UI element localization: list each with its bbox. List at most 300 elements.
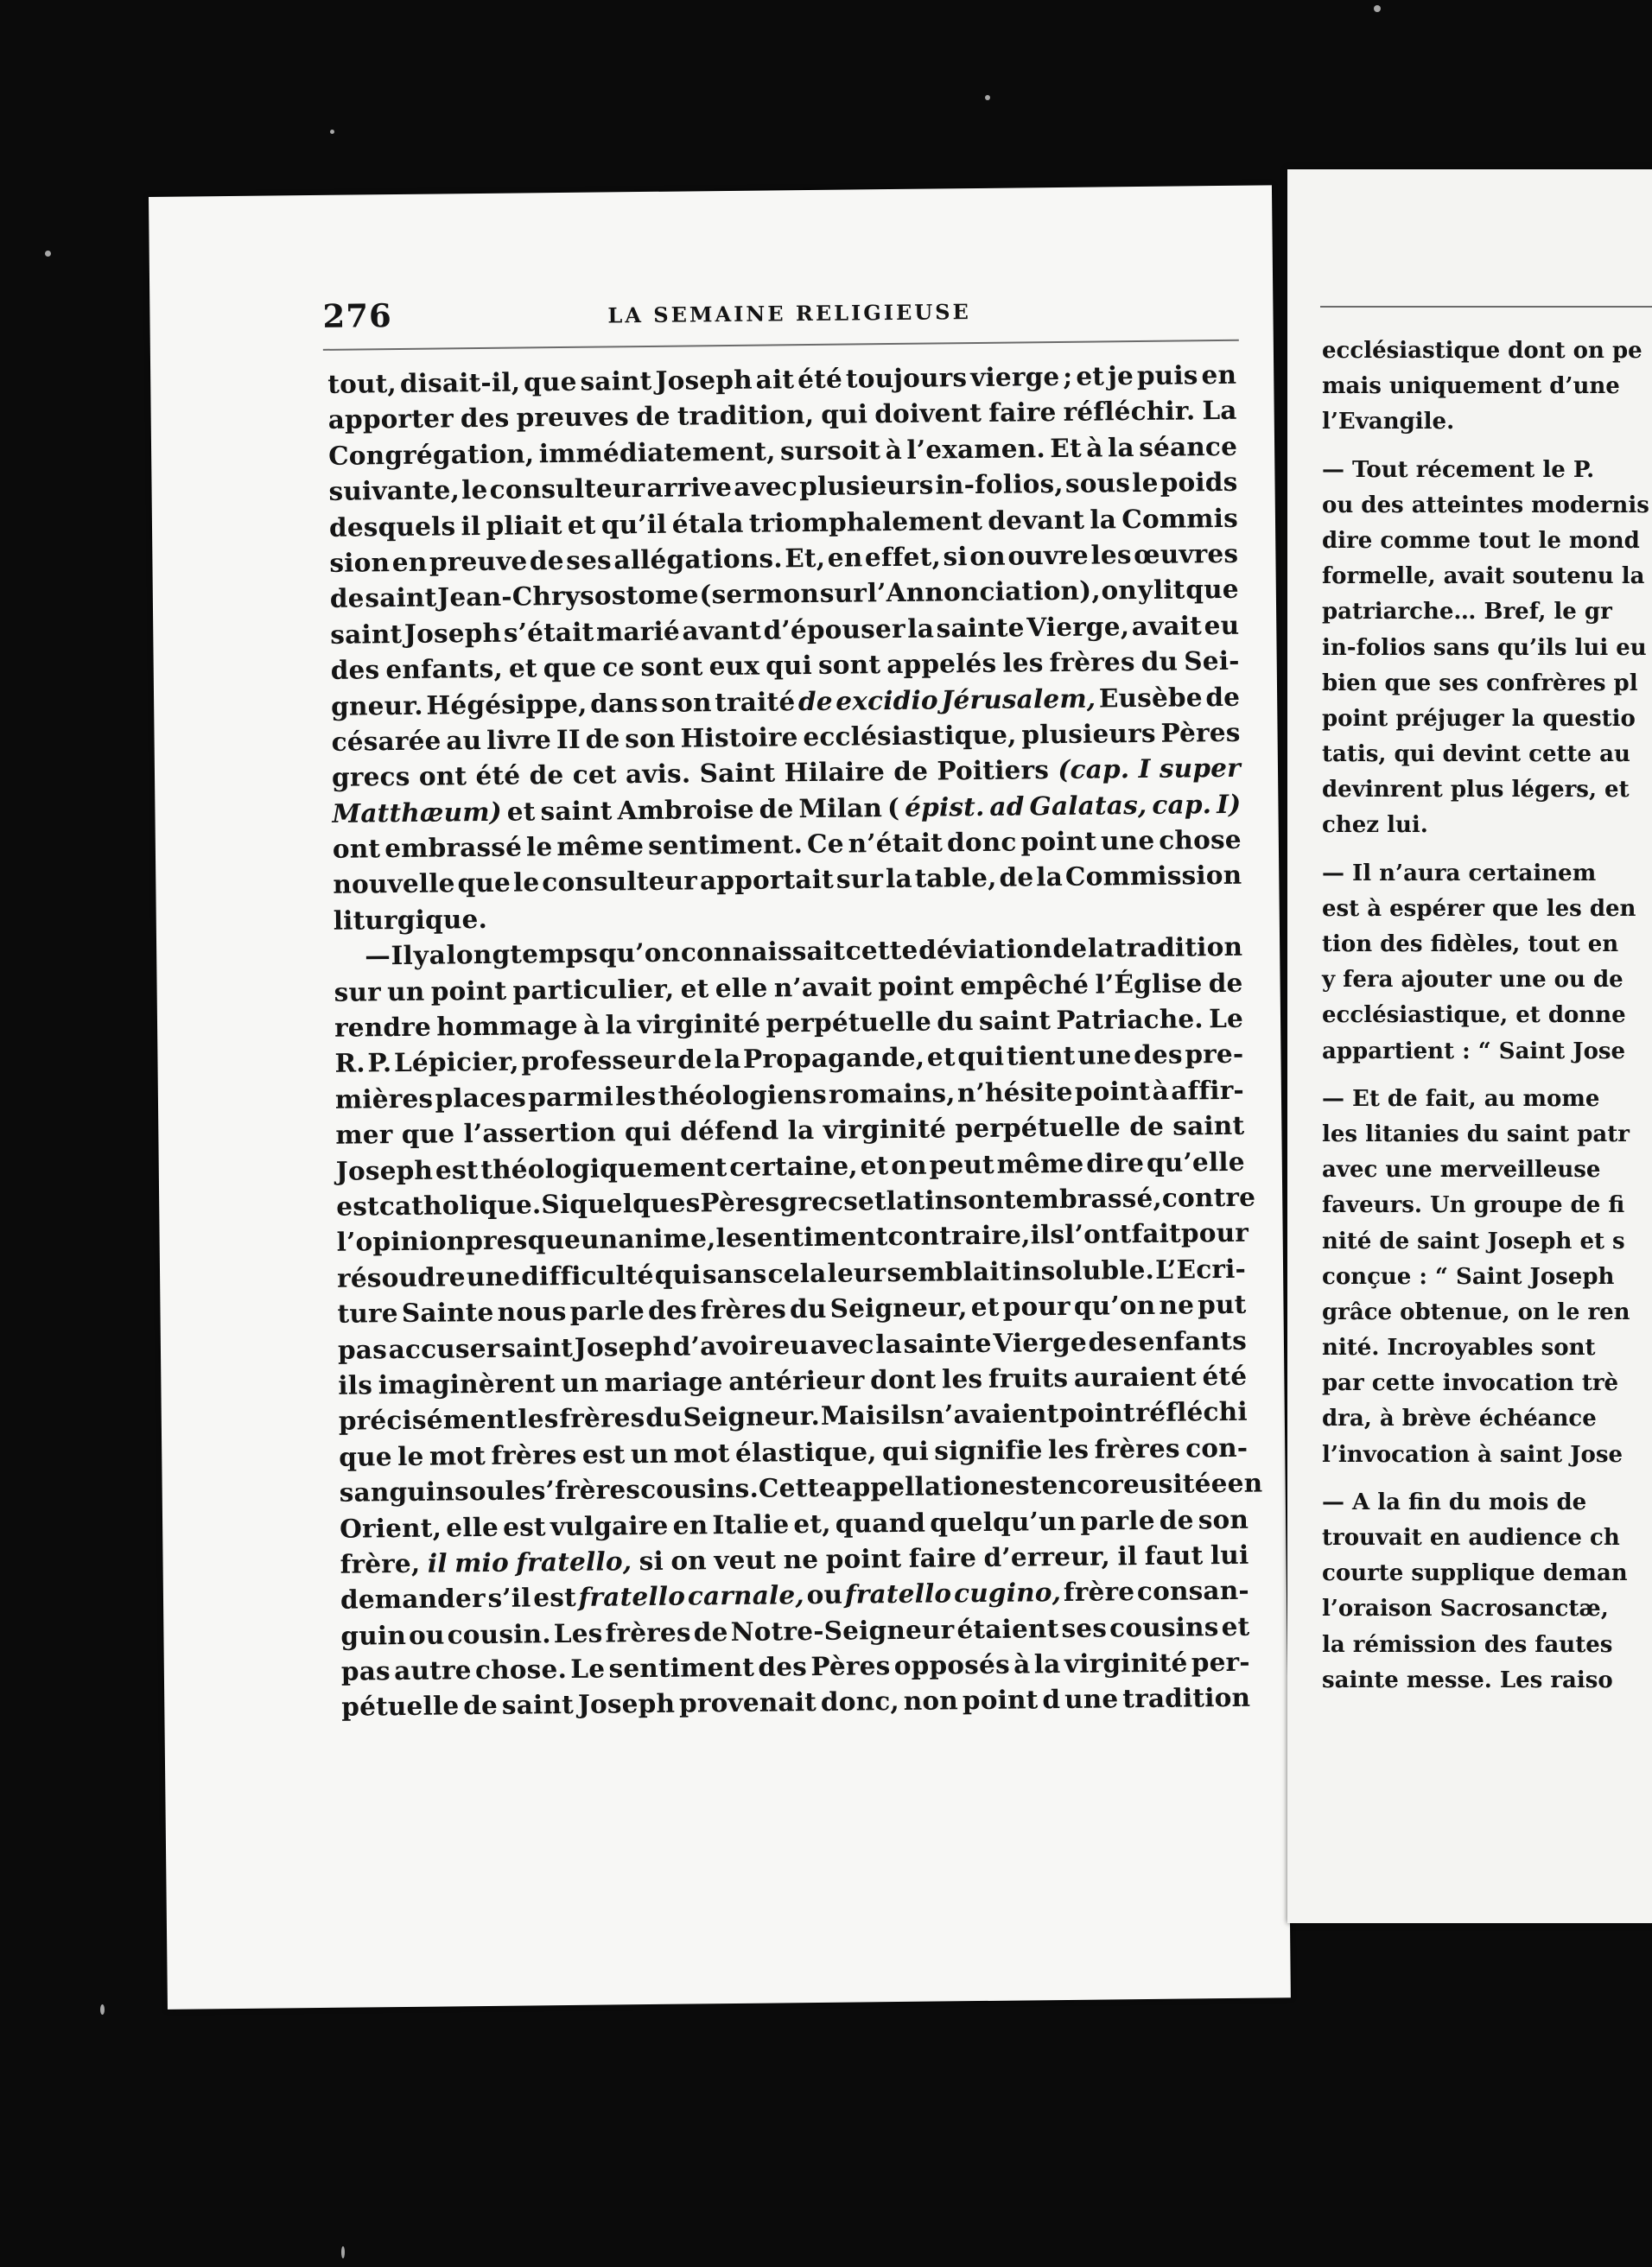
word: opposés: [893, 1648, 1010, 1681]
word: devant: [988, 504, 1085, 536]
word: étaient: [956, 1612, 1059, 1644]
word: mières: [334, 1083, 434, 1114]
word: Joseph: [574, 1330, 672, 1362]
word: résoudre: [336, 1261, 466, 1293]
word: qu’elle: [1146, 1146, 1245, 1178]
word: empêché: [960, 968, 1090, 1000]
word: du: [789, 1293, 827, 1324]
word: d’erreur,: [983, 1540, 1111, 1572]
word: frères: [1094, 1432, 1180, 1464]
word: provenait: [678, 1686, 817, 1719]
word: sont: [640, 651, 703, 683]
word: quelques: [569, 1187, 701, 1219]
word: Commis: [1121, 502, 1239, 534]
word: des: [1088, 1325, 1138, 1357]
word: Hégésippe,: [426, 688, 588, 721]
word: embrassé,: [1015, 1182, 1163, 1215]
word: et: [1221, 1610, 1250, 1642]
word: à: [1152, 1075, 1170, 1106]
text-line: point préjuger la questio: [1322, 705, 1636, 732]
word: sainte: [903, 1327, 992, 1359]
text-line: faveurs. Un groupe de fi: [1322, 1192, 1625, 1219]
word: toujours: [845, 362, 968, 394]
word: on: [1101, 575, 1138, 606]
word: Ambroise: [617, 793, 754, 826]
word: sursoit: [779, 434, 881, 467]
word: perpétuelle: [955, 1111, 1121, 1144]
word: latins: [886, 1184, 969, 1216]
word: les: [518, 1403, 559, 1434]
word: son: [661, 686, 712, 718]
word: a: [429, 939, 447, 970]
word: unanime,: [580, 1222, 716, 1255]
word: Italie: [712, 1508, 790, 1540]
word: en: [672, 1508, 708, 1540]
word: donc: [946, 826, 1017, 858]
word: peut: [929, 1148, 995, 1180]
word: un: [561, 1367, 600, 1399]
word: sont: [817, 649, 881, 681]
word: en: [391, 546, 428, 578]
word: Eusèbe: [1098, 681, 1203, 714]
text-line: courte supplique deman: [1322, 1560, 1628, 1587]
word: de: [585, 723, 620, 754]
right-body-text: [1322, 333, 1652, 1699]
word: et: [508, 652, 537, 683]
word: on: [670, 1545, 708, 1576]
dust-speck: [1374, 5, 1381, 12]
word: d’épouser: [763, 613, 905, 645]
word: lit: [1153, 574, 1185, 606]
word: s’il: [487, 1582, 531, 1614]
word: sentiment.: [647, 829, 804, 861]
word: l’ont: [1064, 1218, 1132, 1250]
word: insoluble.: [1012, 1254, 1155, 1286]
word: frères: [700, 1293, 787, 1325]
word: plusieurs: [1021, 717, 1156, 750]
word: fratello: [844, 1578, 952, 1610]
word: un: [630, 1438, 669, 1469]
word: L’Ecri-: [1155, 1253, 1247, 1285]
word: romains,: [828, 1077, 956, 1109]
word: de: [797, 685, 833, 716]
word: tradition: [1115, 931, 1243, 963]
word: de: [1205, 681, 1241, 712]
word: Si: [541, 1188, 570, 1220]
text-line: ou des atteintes modernis: [1322, 492, 1649, 518]
word: fait: [1131, 1217, 1182, 1249]
word: Galatas,: [1029, 789, 1147, 822]
word: Le: [570, 1653, 606, 1685]
word: qui: [654, 1259, 702, 1290]
word: cap.: [1152, 788, 1212, 820]
word: de: [999, 861, 1034, 893]
word: poids: [1160, 466, 1238, 498]
word: Saint: [699, 757, 776, 789]
text-line: mais uniquement d’une: [1322, 373, 1620, 400]
journal-title: LA SEMAINE RELIGIEUSE: [607, 299, 971, 328]
word: plusieurs: [798, 469, 934, 502]
word: que: [457, 867, 511, 899]
word: rendre: [334, 1011, 432, 1043]
word: y: [1137, 575, 1153, 606]
word: de: [893, 755, 929, 787]
word: hommage: [436, 1009, 578, 1042]
word: été: [797, 363, 843, 395]
word: sentiment: [741, 1221, 888, 1254]
word: preuves: [516, 401, 630, 433]
word: Vierge: [993, 1326, 1087, 1358]
word: n’avaient: [925, 1398, 1059, 1430]
word: virginité: [823, 1113, 947, 1146]
word: est: [533, 1582, 577, 1613]
word: ils: [890, 1399, 925, 1431]
word: vulgaire: [550, 1509, 669, 1541]
word: que: [523, 365, 577, 397]
word: pas: [340, 1655, 391, 1686]
word: le: [512, 867, 540, 899]
word: que: [543, 651, 597, 683]
word: la: [714, 1044, 741, 1075]
word: sous: [1064, 467, 1131, 499]
word: une: [1100, 824, 1155, 856]
word: du: [645, 1401, 683, 1433]
word: nous: [497, 1296, 567, 1327]
text-line: tatis, qui devint cette au: [1322, 741, 1630, 768]
word: les: [614, 1080, 657, 1112]
word: sans: [702, 1258, 767, 1290]
word: Pères: [1160, 716, 1241, 748]
word: qu’on: [1073, 1290, 1156, 1322]
word: Et: [1050, 432, 1082, 463]
word: tradition: [1122, 1682, 1251, 1714]
word: excidio: [836, 683, 938, 716]
text-line: — Tout récement le P.: [1322, 456, 1595, 483]
word: chose: [1159, 823, 1242, 855]
word: ou: [408, 1619, 445, 1650]
word: saint: [1172, 1109, 1245, 1141]
word: saint: [365, 581, 437, 613]
word: semblait: [886, 1255, 1012, 1287]
text-line: nité. Incroyables sont: [1322, 1335, 1596, 1362]
word: difficulté: [521, 1259, 654, 1292]
word: élastique,: [734, 1435, 877, 1468]
word: mer: [335, 1119, 393, 1150]
word: étala: [671, 507, 744, 539]
word: cousins: [1109, 1610, 1219, 1643]
word: le: [715, 1222, 743, 1254]
word: Il: [391, 940, 414, 971]
word: Seigneur,: [829, 1292, 968, 1324]
text-line: devinrent plus légers, et: [1322, 777, 1630, 803]
word: contre: [1161, 1181, 1256, 1213]
word: Lépicier,: [393, 1045, 519, 1078]
word: encore: [1041, 1469, 1141, 1501]
text-line: les litanies du saint patr: [1322, 1121, 1630, 1147]
word: Patriache.: [1056, 1003, 1204, 1036]
word: I): [1216, 788, 1242, 819]
word: de: [529, 759, 564, 791]
word: de: [529, 544, 564, 576]
word: ses: [566, 544, 613, 575]
word: quand: [835, 1507, 926, 1539]
word: qui: [821, 398, 868, 430]
text-line: tion des fidèles, tout en: [1322, 931, 1619, 957]
word: épist.: [904, 791, 985, 822]
word: ils: [338, 1369, 373, 1400]
word: mot: [429, 1439, 486, 1471]
word: Et,: [785, 542, 826, 574]
word: la: [1107, 431, 1134, 463]
word: Sei-: [1184, 645, 1240, 676]
word: d’avoir: [672, 1330, 772, 1362]
dust-speck: [45, 251, 51, 257]
word: le: [397, 1440, 424, 1471]
word: put: [1197, 1288, 1247, 1320]
word: de: [1052, 932, 1088, 964]
word: Notre-Seigneur: [730, 1614, 955, 1647]
word: leur: [827, 1256, 886, 1288]
word: ne: [1159, 1289, 1195, 1320]
word: on: [969, 540, 1006, 572]
word: effet,: [864, 541, 942, 573]
word: cet: [572, 759, 617, 791]
word: point: [878, 969, 955, 1001]
word: et: [506, 796, 536, 827]
word: frères: [559, 1402, 645, 1434]
word: la: [907, 613, 935, 644]
word: sion: [329, 547, 391, 578]
word: enfants: [1138, 1324, 1248, 1356]
word: au: [446, 724, 482, 756]
text-line: formelle, avait soutenu la: [1322, 563, 1645, 590]
word: cugino,: [953, 1577, 1062, 1609]
word: sur: [836, 863, 884, 895]
word: s’était: [503, 616, 594, 648]
word: son: [1198, 1503, 1249, 1534]
word: eu: [1204, 609, 1240, 640]
word: faire: [988, 397, 1057, 429]
word: mio: [454, 1546, 510, 1578]
word: et: [567, 509, 596, 540]
word: La: [1202, 395, 1237, 426]
word: de: [463, 1690, 499, 1721]
word: disait-il,: [399, 366, 521, 398]
word: marié: [595, 615, 681, 647]
word: parle: [1080, 1504, 1155, 1536]
word: Seigneur.: [683, 1400, 821, 1432]
word: Congrégation,: [327, 438, 535, 471]
word: presque: [465, 1224, 581, 1256]
word: ce: [602, 651, 635, 683]
word: en: [1227, 1467, 1263, 1499]
word: dont: [869, 1363, 937, 1395]
word: Hilaire: [784, 756, 886, 788]
word: apporter: [327, 403, 454, 435]
text-line: — Il n’aura certainem: [1322, 860, 1597, 886]
text-line: chez lui.: [1322, 812, 1428, 839]
text-line: est à espérer que les den: [1322, 895, 1636, 922]
word: ;: [1063, 360, 1073, 391]
word: l’Annonciation),: [867, 575, 1101, 608]
word: et: [680, 972, 709, 1004]
word: pétuelle: [341, 1690, 460, 1723]
text-line: conçue : “ Saint Joseph: [1322, 1263, 1615, 1290]
word: parle: [569, 1295, 645, 1327]
word: consulteur: [489, 473, 645, 505]
word: même: [996, 1147, 1084, 1179]
word: allégations.: [613, 543, 783, 575]
word: que: [339, 1440, 392, 1472]
word: traité: [715, 685, 796, 717]
word: enfants,: [385, 652, 504, 685]
word: des: [1133, 1038, 1183, 1070]
word: saint: [330, 618, 403, 650]
word: desquels: [328, 510, 456, 543]
word: le: [461, 474, 488, 505]
text-line: patriarche… Bref, le gr: [1322, 599, 1612, 625]
word: avait: [1131, 609, 1203, 641]
text-line: grâce obtenue, on le ren: [1322, 1299, 1630, 1325]
word: donc,: [820, 1686, 900, 1718]
word: frères: [491, 1438, 577, 1470]
word: des: [330, 654, 380, 685]
dust-speck: [100, 2004, 105, 2015]
word: théologiquement: [480, 1151, 728, 1184]
word: la: [1090, 503, 1117, 535]
word: son: [625, 722, 676, 754]
word: qui: [765, 650, 813, 681]
word: Histoire: [680, 721, 798, 753]
word: frères: [1049, 646, 1135, 678]
word: ouvre: [1007, 539, 1090, 571]
word: de: [1159, 1503, 1194, 1535]
word: à: [1086, 432, 1103, 463]
word: et: [926, 1041, 956, 1073]
word: auraient: [1073, 1361, 1197, 1393]
word: qui: [624, 1115, 672, 1147]
word: des: [460, 403, 510, 434]
word: est: [998, 1470, 1042, 1501]
word: liturgique.: [333, 903, 488, 936]
word: n’avait: [773, 970, 873, 1003]
word: grecs: [779, 1185, 859, 1217]
word: en: [827, 542, 863, 573]
word: mariage: [604, 1366, 723, 1398]
word: ses: [1061, 1612, 1108, 1643]
text-line: l’invocation à saint Jose: [1322, 1441, 1623, 1468]
word: fruits: [988, 1362, 1069, 1394]
word: ont: [968, 1184, 1016, 1216]
word: consulteur: [542, 865, 698, 898]
word: frère: [1063, 1576, 1135, 1608]
word: Propagande,: [742, 1042, 925, 1075]
word: Poitiers: [937, 754, 1050, 786]
word: particulier,: [512, 973, 675, 1006]
word: le: [525, 831, 553, 862]
word: est: [581, 1438, 626, 1470]
word: nouvelle: [333, 867, 455, 900]
word: appellation: [836, 1470, 1000, 1502]
word: P.: [367, 1047, 392, 1078]
word: (sermon: [699, 578, 820, 610]
word: preuve: [429, 545, 528, 577]
word: accuser: [388, 1332, 500, 1364]
text-line: nité de saint Joseph et s: [1322, 1228, 1625, 1254]
word: faire: [908, 1541, 977, 1573]
word: été: [475, 759, 521, 791]
word: défend: [680, 1114, 779, 1146]
word: —: [365, 940, 391, 971]
word: ad: [989, 791, 1025, 822]
word: ne: [783, 1543, 819, 1575]
word: ecclésiastique,: [803, 719, 1017, 752]
word: la: [787, 1114, 815, 1146]
word: I: [1138, 753, 1151, 784]
word: places: [435, 1082, 527, 1114]
word: table,: [914, 862, 997, 894]
word: Pères: [810, 1650, 891, 1682]
word: II: [556, 723, 581, 754]
page-number: 276: [322, 296, 392, 335]
word: Jean-Chrysostome: [436, 579, 699, 613]
word: à: [885, 434, 903, 465]
left-page: [149, 185, 1291, 2009]
word: la: [1087, 932, 1115, 963]
word: ou: [468, 1475, 505, 1507]
word: elle: [446, 1511, 499, 1542]
word: œuvres: [1134, 537, 1239, 570]
word: Joseph: [335, 1154, 434, 1186]
word: même: [556, 830, 645, 862]
word: pas: [337, 1333, 388, 1365]
word: ait: [755, 364, 795, 395]
word: doivent: [874, 397, 982, 429]
word: fratello: [578, 1580, 686, 1613]
word: dire: [1086, 1146, 1145, 1178]
word: avis.: [625, 758, 691, 790]
word: les: [1002, 647, 1044, 678]
text-line: bien que ses confrères pl: [1322, 670, 1638, 696]
word: en: [1201, 359, 1237, 391]
word: elle: [715, 972, 768, 1003]
word: point: [962, 1684, 1039, 1716]
text-line: la rémission des fautes: [1322, 1631, 1613, 1658]
word: Le: [1208, 1002, 1244, 1034]
word: con-: [1185, 1432, 1249, 1464]
word: une: [1064, 1683, 1119, 1715]
word: Mais: [820, 1400, 891, 1432]
word: est: [502, 1510, 546, 1542]
word: les: [1047, 1433, 1090, 1464]
word: qu’il: [600, 508, 667, 540]
word: qu’on: [598, 937, 681, 968]
word: Commission: [1064, 860, 1242, 892]
word: veut: [714, 1544, 777, 1576]
text-line: y fera ajouter une ou de: [1322, 967, 1623, 994]
word: carnale,: [687, 1579, 805, 1611]
word: contraire,: [887, 1219, 1031, 1252]
word: Joseph: [403, 617, 502, 649]
word: tient: [1006, 1040, 1076, 1072]
word: tout,: [327, 368, 397, 399]
dust-speck: [330, 130, 334, 134]
word: vierge: [969, 360, 1060, 393]
word: eux: [708, 650, 760, 682]
word: embrassé: [384, 831, 523, 864]
text-line: dra, à brève échéance: [1322, 1406, 1597, 1432]
word: saint: [500, 1331, 574, 1363]
